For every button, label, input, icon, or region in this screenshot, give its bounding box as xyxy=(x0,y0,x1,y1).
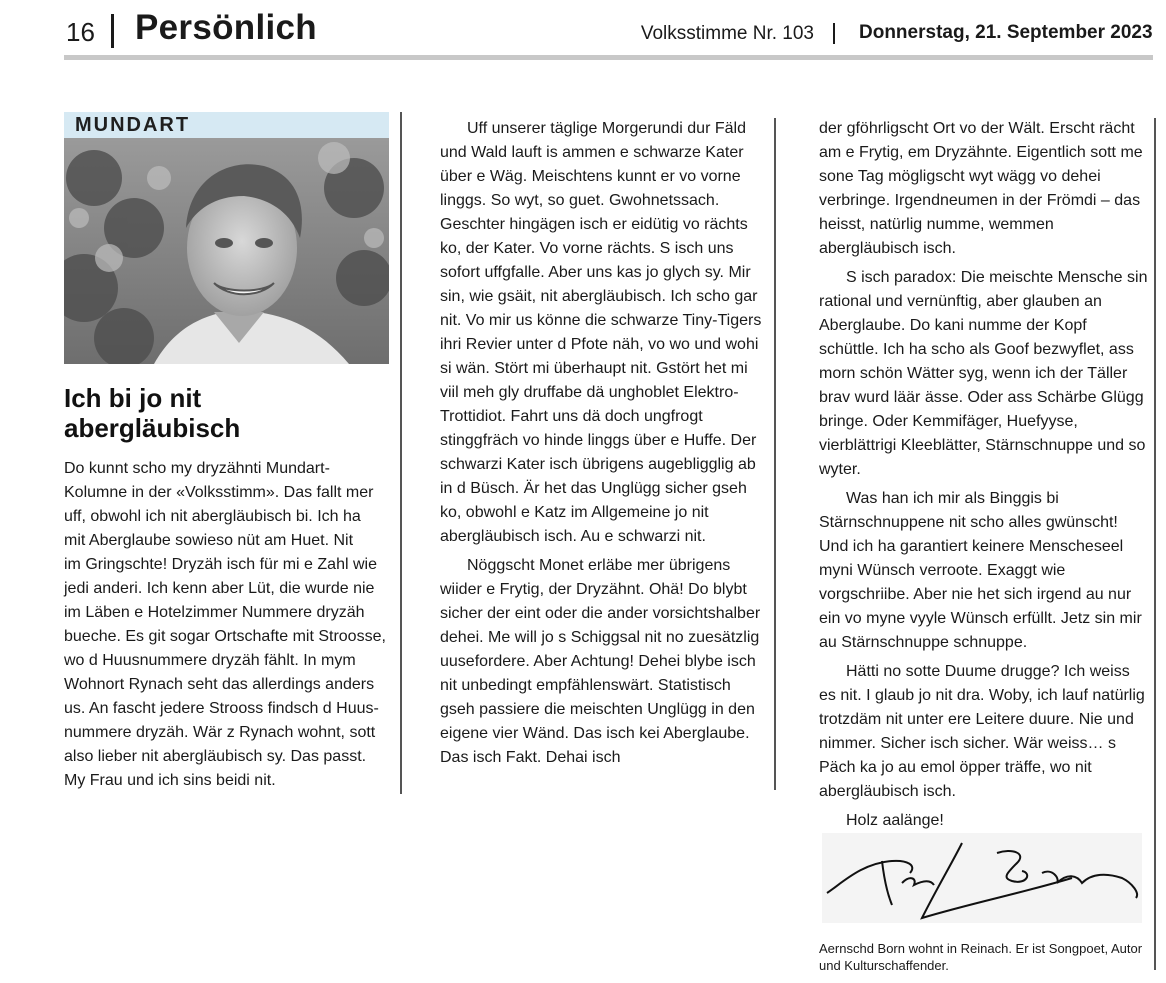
author-photo xyxy=(64,138,389,364)
text-line: mit Aberglaube sowieso nüt am Huet. Nit xyxy=(64,532,354,549)
text-line: Wohnort Rynach seht das allerdings anders xyxy=(64,676,375,693)
article-headline xyxy=(64,383,389,443)
headline-line-1: Ich bi jo nit xyxy=(64,383,202,413)
text-line: im Gringschte! Dryzäh isch für mi e Zahl wie xyxy=(64,556,377,573)
header-divider xyxy=(111,14,114,48)
author-signature xyxy=(822,833,1142,923)
header-divider-small xyxy=(833,23,835,44)
text-line: im Läben e Hotelzimmer Nummere dryzäh xyxy=(64,604,365,621)
article-column-3 xyxy=(819,117,1149,838)
body-paragraph: Hätti no sotte Duume drugge? Ich weiss es nit. I glaub jo nit dra. Woby, ich lauf natürlig trotzdäm nit unter ere Leitere duure. Nie und nimmer. Sicher isch sicher. Wär weiss… s Päch ka jo au emol öpper träffe, wo nit abergläubisch isch. xyxy=(819,663,1145,800)
text-line: us. An fascht jedere Strooss findsch d Huus- xyxy=(64,700,379,717)
column-rule xyxy=(774,118,776,790)
text-line: nummere dryzäh. Wär z Rynach wohnt, sott xyxy=(64,724,376,741)
page-header xyxy=(0,0,1166,70)
column-rule xyxy=(1154,118,1156,970)
closing-line: Holz aalänge! xyxy=(846,812,944,829)
text-line: also lieber nit abergläubisch sy. Das passt. xyxy=(64,748,367,765)
text-line: bueche. Es git sogar Ortschafte mit Stroosse, xyxy=(64,628,386,645)
text-line: Kolumne in der «Volksstimm». Das fallt mer xyxy=(64,484,374,501)
section-title: Persönlich xyxy=(135,8,317,47)
body-paragraph-continued: der gföhrligscht Ort vo der Wält. Erscht rächt am e Frytig, em Dryzähnte. Eigentlich sott me sone Tag mögligscht wyt wägg vo dehei verbringe. Irgendneumen in der Frömdi – das heisst, natürlig numme, wemmen abergläubisch isch. xyxy=(819,120,1143,257)
header-rule xyxy=(64,55,1153,60)
text-line: jedi anderi. Ich kenn aber Lüt, die wurde nie xyxy=(64,580,375,597)
newspaper-issue: Volksstimme Nr. 103 xyxy=(640,23,814,44)
author-bio: Aernschd Born wohnt in Reinach. Er ist Songpoet, Autor und Kulturschaffender. xyxy=(819,941,1143,973)
body-paragraph: Nöggscht Monet erläbe mer übrigens wiider e Frytig, der Dryzähnt. Ohä! Do blybt sicher der eint oder die ander vorsichtshalber dehei. Me will jo s Schiggsal nit no zuesätzlig uusefordere. Aber Achtung! Dehei blybe isch nit unbedingt empfählenswärt. Statistisch gseh passiere die meischten Unglügg in den eigene vier Wänd. Das isch kei Aberglaube. Das isch Fakt. Dehai isch xyxy=(440,557,761,766)
article-column-2 xyxy=(440,117,766,775)
text-line: uff, obwohl ich nit abergläubisch bi. Ich ha xyxy=(64,508,361,525)
headline-line-2: abergläubisch xyxy=(64,413,241,443)
article-column-1 xyxy=(64,112,389,793)
body-paragraph: S isch paradox: Die meischte Mensche sin rational und vernünftig, aber glauben an Aberglaube. Do kani numme der Kopf schüttle. Ich ha scho als Goof bezwyflet, ass morn schön Wätter syg, wenn ich der Täller brav wurd läär ässe. Oder ass Schärbe Glügg bringe. Oder Kemmifäger, Huefyyse, vierblättrigi Kleeblätter, Stärnschnuppe und so wyter. xyxy=(819,269,1148,478)
text-line: My Frau und ich sins beidi nit. xyxy=(64,772,276,789)
column-rule xyxy=(400,112,402,794)
text-line: wo d Huusnummere dryzäh fählt. In mym xyxy=(64,652,356,669)
page-number: 16 xyxy=(66,17,95,47)
issue-date: Donnerstag, 21. September 2023 xyxy=(859,22,1153,43)
column-kicker: MUNDART xyxy=(64,112,389,138)
intro-text xyxy=(64,457,389,793)
body-paragraph: Was han ich mir als Binggis bi Stärnschnuppene nit scho alles gwünscht! Und ich ha garantiert keinere Menscheseel myni Wünsch verroote. Exaggt wie vorgschriibe. Aber nie het sich irgend au nur ein vo myne vyyle Wünsch erfüllt. Jetz sin mir au Stärnschnuppe schnuppe. xyxy=(819,490,1142,651)
body-paragraph: Uff unserer täglige Morgerundi dur Fäld und Wald lauft is ammen e schwarze Kater über e Wäg. Meischtens kunnt er vo vorne linggs. So wyt, so guet. Gwohnetssach. Geschter hingägen isch er eidütig vo rächts ko, der Kater. Vo vorne rächts. S isch uns sofort uffgfalle. Aber uns kas jo glych sy. Mir sin, wie gsäit, nit abergläubisch. Ich scho gar nit. Vo mir us könne die schwarze Tiny-Tigers ihri Revier unter d Pfote näh, vo wo und wohi si wän. Stört mi überhaupt nit. Gstört het mi viil meh gly druffabe dä unghoblet Elektro-Trottidiot. Fahrt uns dä doch ungfrogt stinggfräch vo hinde linggs über e Huffe. Der schwarzi Kater isch übrigens augebligglig ab in d Büsch. Är het das Unglügg sicher gseh ko, obwohl e Katz im Allgemeine jo nit abergläubisch isch. Au e schwarzi nit. xyxy=(440,120,762,545)
text-line: Do kunnt scho my dryzähnti Mundart- xyxy=(64,460,330,477)
